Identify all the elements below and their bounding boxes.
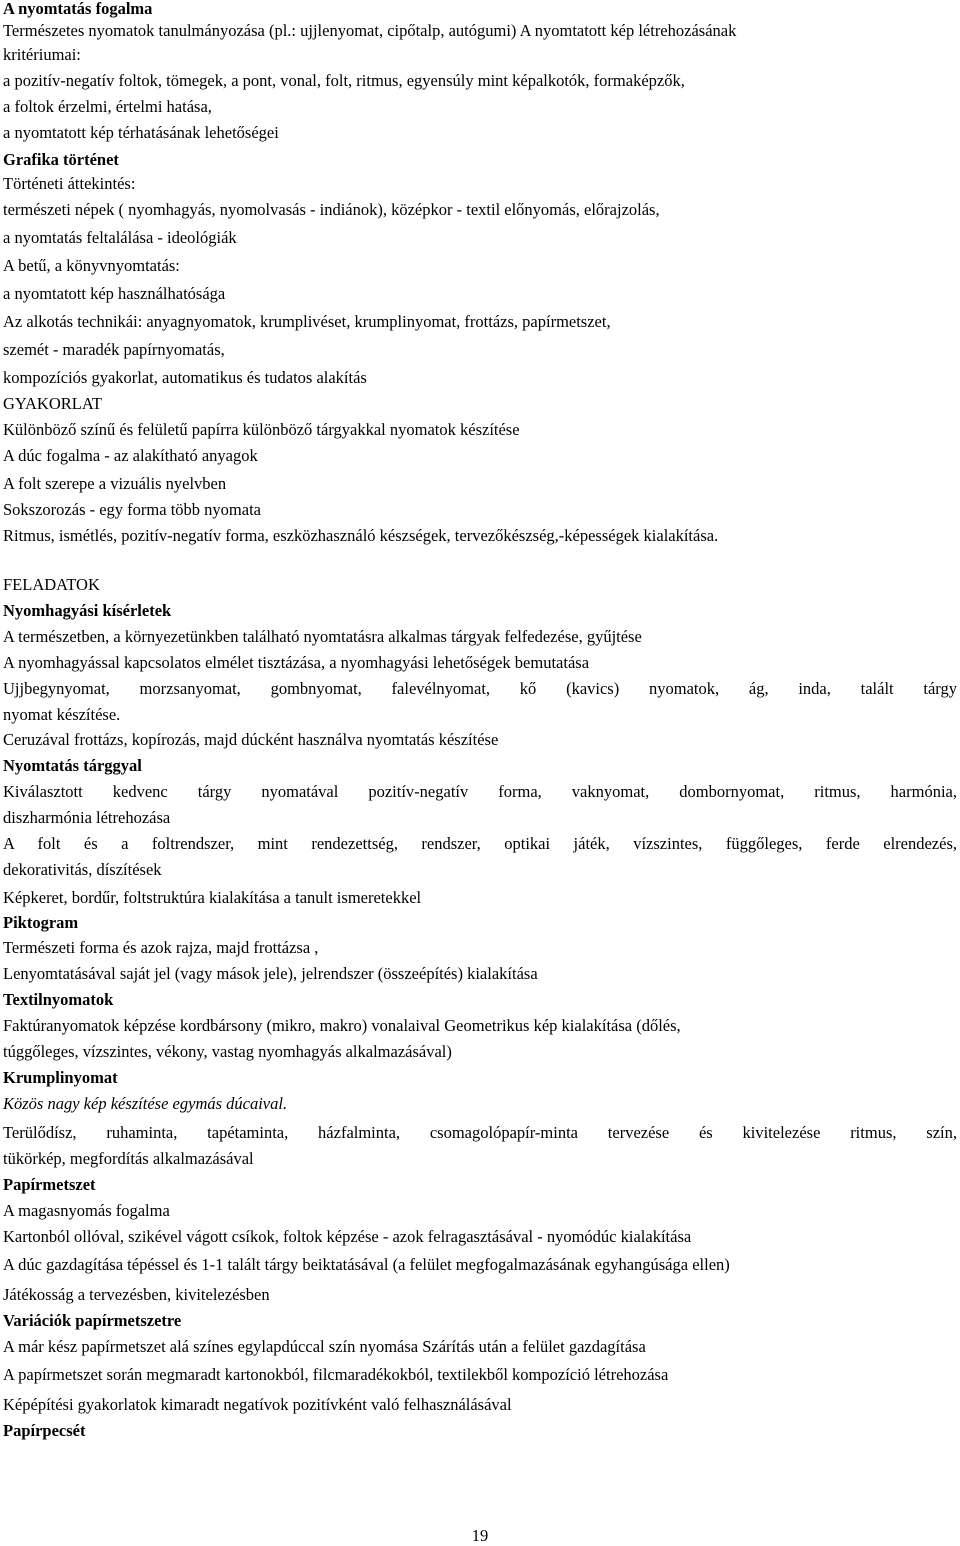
heading-piktogram: Piktogram	[3, 913, 79, 932]
heading-textilnyomatok: Textilnyomatok	[3, 990, 114, 1009]
heading-variaciok-papirmetszetre: Variációk papírmetszetre	[3, 1311, 182, 1330]
text-line: természeti népek ( nyomhagyás, nyomolvasás - indiánok), középkor - textil előnyomás, előrajzolás,	[3, 200, 660, 219]
text-line: Természetes nyomatok tanulmányozása (pl.: ujjlenyomat, cipőtalp, autógumi) A nyomtatott kép létrehozásának	[3, 21, 737, 40]
text-line: Terülődísz, ruhaminta, tapétaminta, házfalminta, csomagolópapír-minta tervezése és kivitelezése ritmus, szín,	[3, 1123, 957, 1142]
text-line: Ceruzával frottázs, kopírozás, majd dúcként használva nyomtatás készítése	[3, 730, 499, 749]
text-line: Különböző színű és felületű papírra különböző tárgyakkal nyomatok készítése	[3, 420, 520, 439]
text-line: A folt szerepe a vizuális nyelvben	[3, 474, 227, 493]
text-line: A magasnyomás fogalma	[3, 1201, 170, 1220]
text-line: Lenyomtatásával saját jel (vagy mások jele), jelrendszer (összeépítés) kialakítása	[3, 964, 538, 983]
heading-nyomtatas-targgyal: Nyomtatás tárggyal	[3, 756, 142, 775]
text-line: kritériumai:	[3, 45, 81, 64]
text-line: dekorativitás, díszítések	[3, 860, 162, 879]
heading-nyomhagyasi-kiserletek: Nyomhagyási kísérletek	[3, 601, 172, 620]
heading-feladatok: FELADATOK	[3, 575, 100, 594]
text-line: GYAKORLAT	[3, 394, 102, 413]
text-line: Kartonból ollóval, szikével vágott csíkok, foltok képzése - azok felragasztásával - nyomódúc kialakítása	[3, 1227, 692, 1246]
text-line: Képkeret, bordűr, foltstruktúra kialakítása a tanult ismeretekkel	[3, 888, 422, 907]
text-line: tükörkép, megfordítás alkalmazásával	[3, 1149, 254, 1168]
text-line: Természeti forma és azok rajza, majd frottázsa ,	[3, 938, 319, 957]
text-line: A folt és a foltrendszer, mint rendezettség, rendszer, optikai játék, vízszintes, függőleges, ferde elrendezés,	[3, 834, 957, 853]
heading-grafika-tortenet: Grafika történet	[3, 150, 119, 169]
text-line: Képépítési gyakorlatok kimaradt negatívok pozitívként való felhasználásával	[3, 1395, 512, 1414]
text-line: A természetben, a környezetünkben található nyomtatásra alkalmas tárgyak felfedezése, gyűjtése	[3, 627, 642, 646]
page-number: 19	[471, 1526, 489, 1545]
text-line: A betű, a könyvnyomtatás:	[3, 256, 180, 275]
text-line: kompozíciós gyakorlat, automatikus és tudatos alakítás	[3, 368, 367, 387]
text-line: Játékosság a tervezésben, kivitelezésben	[3, 1285, 270, 1304]
text-line: A nyomhagyással kapcsolatos elmélet tisztázása, a nyomhagyási lehetőségek bemutatása	[3, 653, 590, 672]
text-line: Történeti áttekintés:	[3, 174, 136, 193]
text-line: A dúc gazdagítása tépéssel és 1-1 talált tárgy beiktatásával (a felület megfogalmazásának egyhangúsága ellen)	[3, 1255, 730, 1274]
text-line: nyomat készítése.	[3, 705, 121, 724]
heading-krumplinyomat: Krumplinyomat	[3, 1068, 118, 1087]
text-line: a nyomtatott kép használhatósága	[3, 284, 226, 303]
text-line: Kiválasztott kedvenc tárgy nyomatával pozitív-negatív forma, vaknyomat, dombornyomat, ritmus, harmónia,	[3, 782, 957, 801]
text-line: diszharmónia létrehozása	[3, 808, 171, 827]
text-line: a nyomtatott kép térhatásának lehetőségei	[3, 123, 279, 142]
text-line: a pozitív-negatív foltok, tömegek, a pont, vonal, folt, ritmus, egyensúly mint képalkotók, formaképzők,	[3, 71, 685, 90]
text-line: túggőleges, vízszintes, vékony, vastag nyomhagyás alkalmazásával)	[3, 1042, 452, 1061]
heading-papirmetszet: Papírmetszet	[3, 1175, 96, 1194]
text-line: A dúc fogalma - az alakítható anyagok	[3, 446, 258, 465]
text-line: Ritmus, ismétlés, pozitív-negatív forma, eszközhasználó készségek, tervezőkészség,-képességek kialakítása.	[3, 526, 719, 545]
text-line: a foltok érzelmi, értelmi hatása,	[3, 97, 212, 116]
text-line: a nyomtatás feltalálása - ideológiák	[3, 228, 237, 247]
text-line: Sokszorozás - egy forma több nyomata	[3, 500, 261, 519]
text-line: A papírmetszet során megmaradt kartonokból, filcmaradékokból, textilekből kompozíció létrehozása	[3, 1365, 669, 1384]
text-line: A már kész papírmetszet alá színes egylapdúccal szín nyomása Szárítás után a felület gazdagítása	[3, 1337, 646, 1356]
text-line: Ujjbegynyomat, morzsanyomat, gombnyomat, falevélnyomat, kő (kavics) nyomatok, ág, inda, talált tárgy	[3, 679, 957, 698]
text-line: Az alkotás technikái: anyagnyomatok, krumplivéset, krumplinyomat, frottázs, papírmetszet,	[3, 312, 611, 331]
text-line: Faktúranyomatok képzése kordbársony (mikro, makro) vonalaival Geometrikus kép kialakítása (dőlés,	[3, 1016, 681, 1035]
text-line: szemét - maradék papírnyomatás,	[3, 340, 225, 359]
heading-nyomtatas-fogalma: A nyomtatás fogalma	[3, 0, 153, 18]
text-line: Közös nagy kép készítése egymás dúcaival.	[3, 1094, 288, 1113]
heading-papirpecset: Papírpecsét	[3, 1421, 86, 1440]
